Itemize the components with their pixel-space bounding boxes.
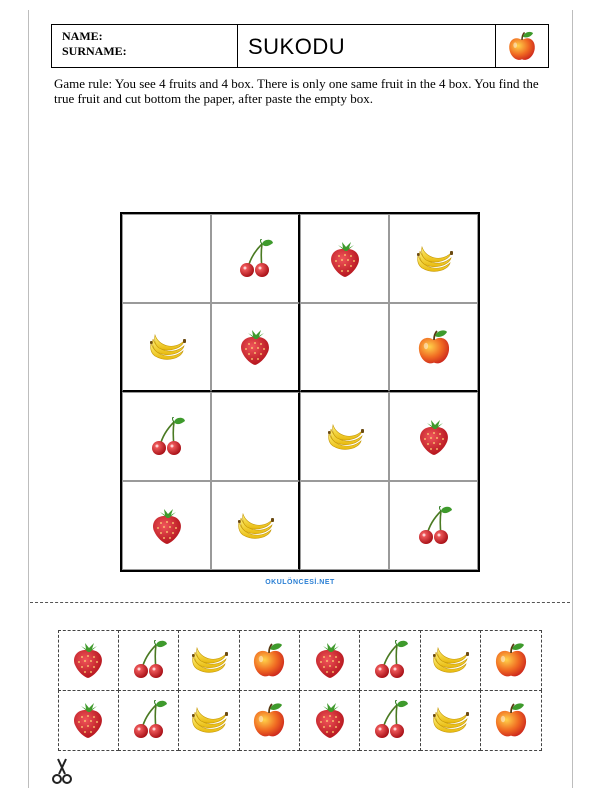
grid-cell	[389, 214, 478, 303]
banana-icon	[430, 640, 470, 680]
banana-icon	[430, 700, 470, 740]
strawberry-icon	[310, 700, 350, 740]
cherry-icon	[414, 506, 454, 546]
apple-icon	[249, 700, 289, 740]
cut-out-piece-strawberry[interactable]	[58, 690, 119, 751]
cut-out-piece-cherry[interactable]	[359, 630, 420, 691]
cut-out-piece-strawberry[interactable]	[299, 690, 360, 751]
name-label: NAME:	[62, 29, 103, 43]
cut-out-piece-banana[interactable]	[420, 630, 481, 691]
apple-icon	[491, 640, 531, 680]
grid-cell	[122, 481, 211, 570]
scissors-icon	[50, 757, 74, 790]
grid-cell	[122, 303, 211, 392]
cherry-icon	[129, 640, 169, 680]
cut-out-piece-strawberry[interactable]	[58, 630, 119, 691]
banana-icon	[147, 327, 187, 367]
brand-logo: OKULÖNCESİ.NET	[265, 579, 335, 586]
empty-grid-cell[interactable]	[122, 214, 211, 303]
cherry-icon	[129, 700, 169, 740]
cut-out-piece-cherry[interactable]	[118, 690, 179, 751]
strawberry-icon	[68, 640, 108, 680]
apple-icon	[491, 700, 531, 740]
cherry-icon	[147, 417, 187, 457]
cut-out-piece-apple[interactable]	[480, 630, 541, 691]
grid-cell	[300, 214, 389, 303]
apple-icon	[496, 25, 548, 67]
grid-cell	[122, 392, 211, 481]
cut-out-piece-banana[interactable]	[178, 630, 239, 691]
surname-label: SURNAME:	[62, 44, 127, 58]
strawberry-icon	[147, 506, 187, 546]
strawberry-icon	[68, 700, 108, 740]
header-box	[51, 24, 549, 68]
worksheet-title: SUKODU	[238, 25, 496, 67]
empty-grid-cell[interactable]	[300, 481, 389, 570]
cut-out-piece-strawberry[interactable]	[299, 630, 360, 691]
grid-cell	[389, 392, 478, 481]
cut-out-piece-apple[interactable]	[239, 690, 300, 751]
cut-out-pieces	[58, 630, 541, 750]
apple-icon	[414, 327, 454, 367]
banana-icon	[325, 417, 365, 457]
cut-out-piece-cherry[interactable]	[118, 630, 179, 691]
cut-line	[30, 602, 570, 603]
sudoku-grid	[120, 212, 480, 572]
strawberry-icon	[310, 640, 350, 680]
cherry-icon	[370, 640, 410, 680]
banana-icon	[235, 506, 275, 546]
strawberry-icon	[325, 239, 365, 279]
grid-cell	[389, 303, 478, 392]
name-fields	[52, 25, 238, 67]
strawberry-icon	[414, 417, 454, 457]
cherry-icon	[370, 700, 410, 740]
grid-cell	[211, 303, 300, 392]
strawberry-icon	[235, 327, 275, 367]
cut-out-piece-apple[interactable]	[239, 630, 300, 691]
cut-out-piece-banana[interactable]	[420, 690, 481, 751]
grid-cell	[211, 481, 300, 570]
banana-icon	[189, 700, 229, 740]
banana-icon	[189, 640, 229, 680]
grid-cell	[300, 392, 389, 481]
grid-cell	[211, 214, 300, 303]
game-rule-text: Game rule: You see 4 fruits and 4 box. There is only one same fruit in the 4 box. You find the true fruit and cut bottom the paper, after paste the empty box.	[54, 76, 539, 106]
cut-out-piece-banana[interactable]	[178, 690, 239, 751]
cut-out-piece-apple[interactable]	[480, 690, 541, 751]
empty-grid-cell[interactable]	[300, 303, 389, 392]
banana-icon	[414, 239, 454, 279]
cut-out-piece-cherry[interactable]	[359, 690, 420, 751]
cherry-icon	[235, 239, 275, 279]
grid-cell	[389, 481, 478, 570]
empty-grid-cell[interactable]	[211, 392, 300, 481]
apple-icon	[249, 640, 289, 680]
